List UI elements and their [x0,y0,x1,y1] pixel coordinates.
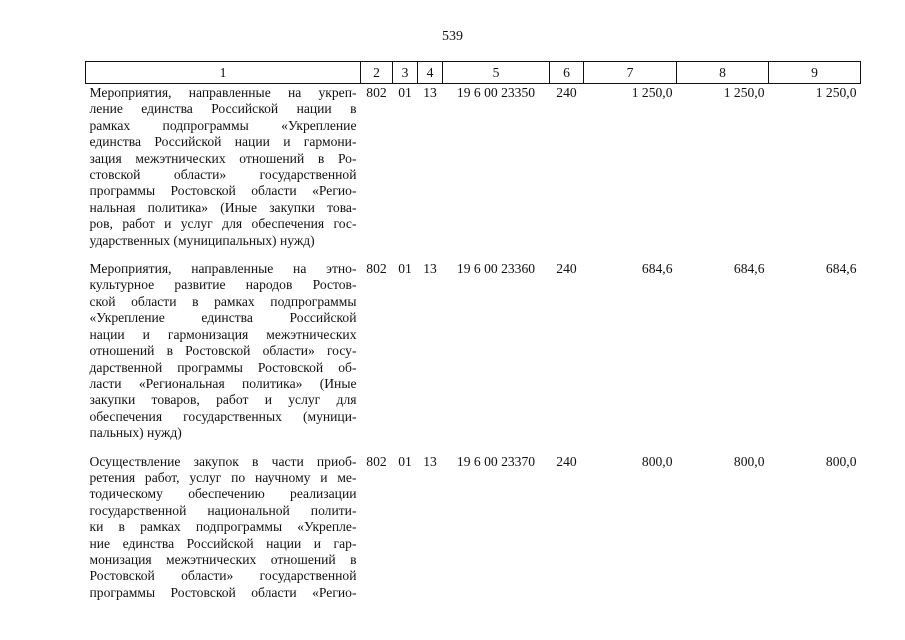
description-line: ров, работ и услуг для обеспечения гос- [89,216,357,232]
description-line: зация межэтнических отношений в Ро- [89,150,357,166]
cell-ministry-code: 802 [366,261,387,277]
cell-section: 01 [398,453,412,469]
description-line: нальная политика» (Иные закупки това- [89,199,357,215]
cell-ministry-code: 802 [366,453,387,469]
description-line: тодическому обеспечению реализации [89,486,357,502]
cell-expense-type: 240 [556,85,577,100]
column-header: 5 [443,62,550,84]
description-line: нации и гармонизация межэтнических [89,326,357,342]
cell-target-article: 19 6 00 23370 [456,453,536,469]
cell-amount-8: 1 250,0 [723,85,765,100]
description-line: ласти «Региональная политика» (Иные [89,375,357,391]
cell-expense-type: 240 [556,453,577,469]
cell-section: 01 [398,261,412,277]
cell-ministry-code: 802 [366,85,387,100]
description-line: пальных) нужд) [89,425,182,441]
description-line: Мероприятия, направленные на укреп- [89,85,357,100]
budget-table [85,61,861,612]
column-header: 6 [550,62,584,84]
description-line: стовской области» государственной [89,167,357,183]
column-header: 2 [361,62,393,84]
description-line: дарственной программы Ростовской об- [89,359,357,375]
column-header: 7 [584,62,677,84]
cell-amount-8: 684,6 [733,261,765,277]
cell-amount-7: 684,6 [641,261,673,277]
description-line: ударственных (муниципальных) нужд) [89,232,315,248]
description-line: ретения работ, услуг по научному и ме- [89,469,357,485]
cell-section: 01 [398,85,412,100]
table-row [86,84,861,261]
page-number: 539 [442,29,463,44]
cell-amount-8: 800,0 [733,453,765,469]
cell-amount-9: 800,0 [825,453,857,469]
description-line: ление единства Российской нации в [89,101,357,117]
cell-amount-7: 1 250,0 [631,85,673,100]
column-header: 3 [393,62,418,84]
cell-amount-9: 684,6 [825,261,857,277]
description-line: Осуществление закупок в части приоб- [89,453,357,469]
description-line: ской области в рамках подпрограммы [89,293,357,309]
cell-target-article: 19 6 00 23360 [456,261,536,277]
column-header: 1 [86,62,361,84]
description-line: программы Ростовской области «Регио- [89,183,357,199]
description-line: ние единства Российской нации и гар- [89,535,357,551]
cell-subsection: 13 [423,85,437,100]
description-line: закупки товаров, работ и услуг для [89,392,357,408]
description-line: единства Российской нации и гармони- [89,134,357,150]
column-header: 8 [677,62,769,84]
row-description [86,260,361,452]
table-row [86,260,861,452]
cell-subsection: 13 [423,453,437,469]
cell-amount-7: 800,0 [641,453,673,469]
description-line: культурное развитие народов Ростов- [89,277,357,293]
description-line: отношений в Ростовской области» госу- [89,343,357,359]
table-row [86,453,861,613]
description-line: ки в рамках подпрограммы «Укрепле- [89,519,357,535]
description-line: рамках подпрограммы «Укрепление [89,117,357,133]
description-line: Мероприятия, направленные на этно- [89,261,357,277]
row-description [86,84,361,261]
cell-amount-9: 1 250,0 [815,85,857,100]
description-line: обеспечения государственных (муници- [89,408,357,424]
description-line: монизация межэтнических отношений в [89,551,357,567]
column-header: 4 [418,62,443,84]
description-line: «Укрепление единства Российской [89,310,357,326]
description-line: государственной национальной полити- [89,502,357,518]
cell-expense-type: 240 [556,261,577,277]
description-line: Ростовской области» государственной [89,568,357,584]
row-description [86,453,361,613]
table-header-row [86,62,861,84]
cell-target-article: 19 6 00 23350 [456,85,536,100]
cell-subsection: 13 [423,261,437,277]
description-line: программы Ростовской области «Регио- [89,584,357,600]
column-header: 9 [769,62,861,84]
